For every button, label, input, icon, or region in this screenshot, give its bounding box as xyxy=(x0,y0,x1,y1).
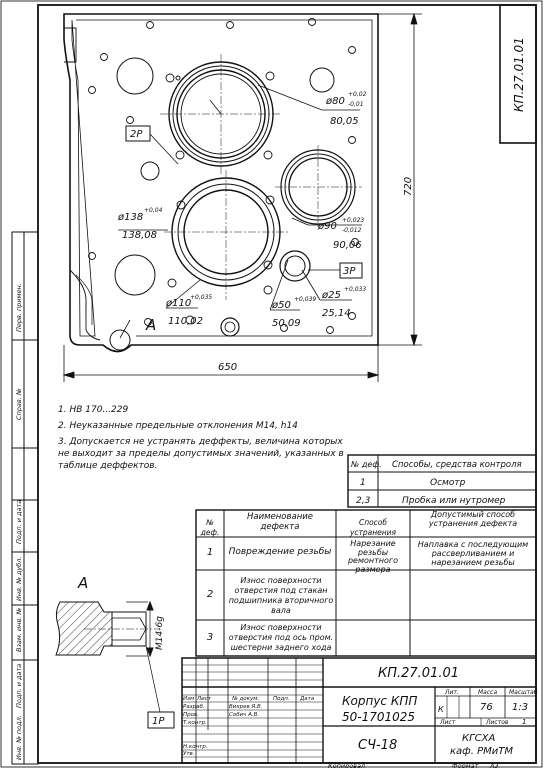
d138-label: ø138 xyxy=(118,212,144,223)
dt-row3-name: Износ поверхности отверстия под ось пром. шестерни заднего хода xyxy=(228,623,334,652)
d138-tol-upper: +0,04 xyxy=(144,207,163,214)
d50-label: ø50 xyxy=(272,300,291,311)
callout-3p: 3Р xyxy=(343,266,356,277)
tb-h-date: Дата xyxy=(300,696,315,702)
d80-label: ø80 xyxy=(326,96,345,107)
side-strip-labels xyxy=(15,283,23,760)
ct-row1-num: 1 xyxy=(360,478,366,488)
ct-row2-num: 2,3 xyxy=(356,496,371,506)
strip-label-1: Перв. примен. xyxy=(15,283,23,332)
d25-actual: 25,14 xyxy=(322,308,351,319)
d25-label: ø25 xyxy=(322,290,341,301)
callout-2p: 2Р xyxy=(130,129,143,140)
strip-label-2: Справ. № xyxy=(15,388,23,420)
tech-note-2: 2. Неуказанные предельные отклонения М14, h14 xyxy=(58,421,298,431)
control-table-text xyxy=(350,460,522,506)
d90-label: ø90 xyxy=(318,221,337,232)
tb-name-2: 50-1701025 xyxy=(342,710,416,724)
dt-row1-fix: Нарезание резьбы ремонтного размера xyxy=(347,539,399,574)
tb-scale: Масштаб xyxy=(509,689,538,696)
tb-prov: Пров. xyxy=(183,712,199,718)
tb-mass: Масса xyxy=(478,689,498,696)
ct-row2-method: Пробка или нутромер xyxy=(402,496,506,506)
tb-org-1: КГСХА xyxy=(462,733,496,744)
thread-label: М14-6g xyxy=(155,616,165,650)
tech-note-5: таблице деффектов. xyxy=(58,461,158,471)
d110-tol: +0,035 xyxy=(190,294,213,301)
dt-row1-name: Повреждение резьбы xyxy=(228,547,332,557)
tb-utv: Утв. xyxy=(183,751,195,757)
tb-h-sign: Подп. xyxy=(273,696,290,702)
tb-mass-value: 76 xyxy=(480,702,493,713)
tb-h-doc: № докум. xyxy=(232,696,260,702)
callout-1p: 1Р xyxy=(152,716,165,727)
strip-label-3: Подп. и дата xyxy=(15,499,23,544)
tech-note-3: 3. Допускается не устранять деффекты, величина которых xyxy=(58,437,343,447)
tb-lit-value: К xyxy=(438,705,444,714)
ct-header-method: Способы, средства контроля xyxy=(392,460,522,470)
tb-scale-value: 1:3 xyxy=(512,702,529,713)
ct-header-num: № деф. xyxy=(351,460,382,469)
title-block-text xyxy=(183,666,538,768)
tb-copied: Копировал xyxy=(328,762,366,768)
tb-sheets-label: Листов xyxy=(486,719,509,726)
tech-note-1: 1. НВ 170...229 xyxy=(58,405,129,415)
strip-label-7: Инв. № подл. xyxy=(15,715,23,760)
tb-tkontr: Т.контр. xyxy=(183,720,207,726)
tb-name-1: Корпус КПП xyxy=(342,694,418,708)
tb-lit: Лит. xyxy=(445,689,459,696)
d90-actual: 90,06 xyxy=(333,240,362,251)
tb-nkontr: Н.контр. xyxy=(183,744,208,750)
tb-material: СЧ-18 xyxy=(358,738,398,753)
tb-razrab: Разраб. xyxy=(183,704,205,710)
dt-header-fix: Способ устранения xyxy=(349,518,397,537)
housing-view xyxy=(64,14,422,382)
tb-h-izm: Изм xyxy=(183,696,195,702)
code-box xyxy=(500,5,536,143)
tb-sheet-label: Лист xyxy=(440,719,456,726)
dt-header-allowed: Допустимый способ устранения дефекта xyxy=(428,510,518,528)
d80-actual: 80,05 xyxy=(330,116,359,127)
tb-org-2: каф. РМиТМ xyxy=(450,746,513,757)
d25-tol: +0,033 xyxy=(344,286,367,293)
tb-format-value: А3 xyxy=(490,762,499,768)
strip-label-4: Инв. № дубл. xyxy=(15,556,23,601)
dt-row3-num: 3 xyxy=(206,632,214,643)
tb-format: Формат xyxy=(452,762,479,768)
dt-row2-num: 2 xyxy=(206,589,214,600)
d50-tol: +0,039 xyxy=(294,296,317,303)
dt-row1-allowed: Наплавка с последующим рассверливанием и нарезанием резьбы xyxy=(417,540,529,567)
d90-tol-upper: +0,023 xyxy=(342,217,365,224)
d138-actual: 138,08 xyxy=(122,230,157,241)
ct-row1-method: Осмотр xyxy=(430,478,466,488)
detail-a-letter: А xyxy=(78,574,89,592)
height-dim: 720 xyxy=(403,176,414,196)
tb-prov-name: Собич А.В. xyxy=(229,712,260,718)
d110-actual: 110,02 xyxy=(168,316,203,327)
tech-note-4: не выходит за пределы допустимых значений, указанных в xyxy=(58,449,344,459)
d90-tol-lower: -0,012 xyxy=(342,227,362,234)
d80-tol-upper: +0,02 xyxy=(348,91,367,98)
dt-row2-name: Износ поверхности отверстия под стакан подшипника вторичного вала xyxy=(228,576,334,615)
d50-actual: 50,09 xyxy=(272,318,301,329)
width-dim: 650 xyxy=(218,362,238,373)
d80-tol-lower: -0,01 xyxy=(348,101,364,108)
dt-header-num: № деф. xyxy=(200,518,220,537)
code-vertical: КП.27.01.01 xyxy=(512,37,526,112)
strip-label-6: Подп. и дата xyxy=(15,663,23,708)
tb-sheets-value: 1 xyxy=(522,718,527,726)
d110-label: ø110 xyxy=(166,298,192,309)
tb-razrab-name: Вихрев Я.В. xyxy=(229,704,263,710)
dt-row1-num: 1 xyxy=(206,547,214,558)
tb-h-list: Лист xyxy=(197,696,211,702)
view-a-label: А xyxy=(146,316,157,334)
strip-label-5: Взам. инв. № xyxy=(15,607,23,652)
tb-code: КП.27.01.01 xyxy=(378,666,460,681)
dt-header-name: Наименование дефекта xyxy=(246,512,314,532)
